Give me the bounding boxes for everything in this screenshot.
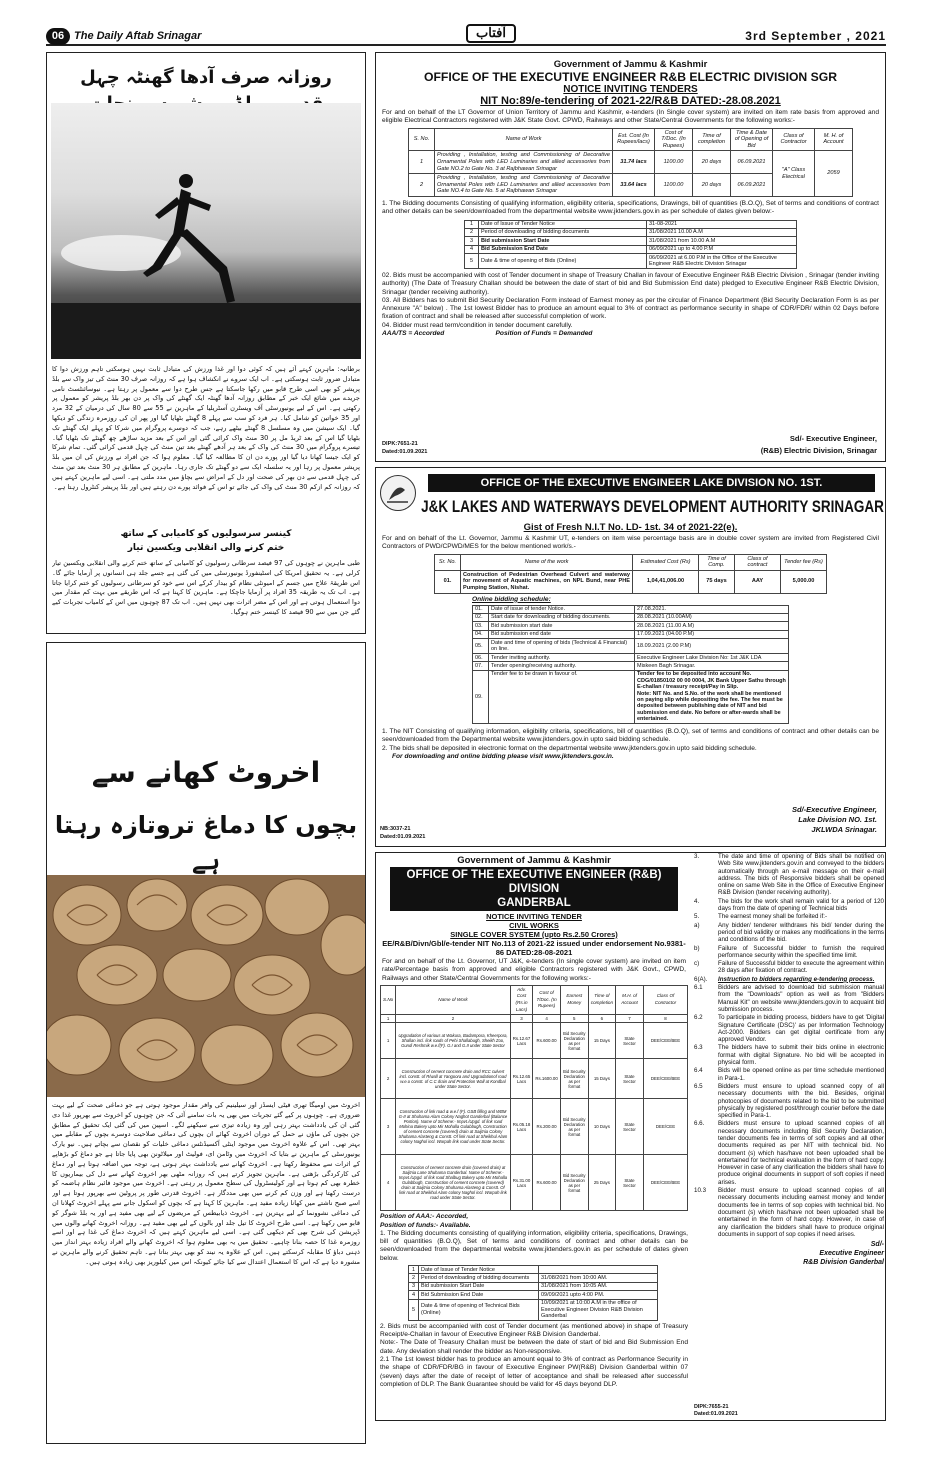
aaa-line — [382, 330, 879, 338]
col-number: 5 — [560, 1015, 588, 1023]
cell-doc: Rs.1600.00 — [533, 1059, 560, 1099]
cell-work: Providing , Installation, testing and Commissioning of Decorative Ornamental Poles with LED Luminaries and allied accessories from Gate NO.2 to Gate No. 3 at Rajbhawan Srinagar — [435, 151, 613, 174]
cell-time: 10 Days — [588, 1099, 615, 1155]
cell: 01. — [473, 605, 489, 613]
signature — [792, 805, 877, 835]
tender-ganderbal — [375, 852, 886, 1421]
col-cost: Adv. Cost (Rs.in Lacs) — [510, 985, 533, 1014]
condition-number: c) — [694, 960, 700, 968]
condition-item — [694, 913, 884, 920]
col-work: Name of Work — [435, 128, 613, 151]
condition-text: Instruction to bidders regarding e-tendering process. — [718, 975, 875, 983]
table-row — [465, 254, 797, 269]
cell: Executive Engineer Lake Division No: 1st J&K LDA — [635, 654, 789, 662]
signature-2: (R&B) Electric Division, Srinagar — [760, 446, 877, 455]
paper-name: The Daily Aftab Srinagar — [74, 30, 202, 42]
cell: 2 — [465, 228, 479, 236]
cell: Period of downloading of bidding documents — [419, 1274, 539, 1282]
cell: Tender fee to be drawn in favour of. — [489, 670, 635, 723]
cover-system: SINGLE COVER SYSTEM (upto Rs.2.50 Crores) — [450, 930, 618, 939]
condition-number: 5. — [694, 913, 700, 921]
cell — [635, 670, 789, 723]
cell-class: DEE/CEE/BEE — [644, 1059, 688, 1099]
cell-mh: State Sector — [616, 1155, 644, 1211]
table-row — [473, 654, 789, 662]
col-time: Time of completion — [693, 128, 731, 151]
fee-text: Tender fee to be deposited into account No. CDG/01850102 00 00 0004, JK Bank Upper Sathu through E-challan / treasury receipt/Pay in Slip. — [637, 671, 786, 691]
col-sno: Sr. No. — [435, 554, 461, 570]
cell: Bid submission end date — [489, 630, 635, 638]
condition-number: a) — [694, 921, 700, 929]
col-doc: Cost of T/Doc. (In Rupees) — [655, 128, 693, 151]
cell-mh: 2059 — [815, 151, 853, 197]
table-row — [473, 639, 789, 654]
condition-text: Failure of Successful bidder to furnish the required performance security within the specified time limit. — [718, 944, 884, 959]
cell: 2 — [409, 1274, 419, 1282]
cell: 09. — [473, 670, 489, 723]
table-row — [465, 237, 797, 245]
table-row — [409, 1266, 658, 1274]
cell: Tender opening/receiving authority. — [489, 662, 635, 670]
cell-sno: 3 — [381, 1099, 396, 1155]
cell-em: Bid Security Declaration as per format — [560, 1023, 588, 1059]
cell-em: Bid Security Declaration as per format — [560, 1155, 588, 1211]
intro-text: For and on behalf of the Lt. Governor, Jammu & Kashmir UT, e-tenders on item wise percentage basis are in double cover system are invited from Registered Civil Contractors of PWD/CPWD/MES for the below mentioned work/s.- — [382, 535, 879, 551]
cell-work: Construction of Pedestrian Overhead Culvert and waterway for movement of Aquatic machines, on NPL Bund, near PHE Pumping Station, Nishat. — [461, 570, 633, 593]
para-1: 1. The Bidding documents Consisting of qualifying information, eligibility criteria, specifications, Drawings, bill of quantities (B.O.Q), Set of terms and conditions of contract and other details can be seen/downloaded from the departmental website www.jktenders.gov.in as per schedule of dates given below:- — [382, 199, 879, 216]
para-2-1: 2.1 The 1st lowest bidder has to produce an amount equal to 3% of contract as Performance Security in the shape of CDR/FDR/BG in favour of Executive Engineer PW(R&B) Division Ganderbal within 07 (seven) days after the date of receipt of letter of acceptance and shall be released after successful completion of DLP. The Bank Guarantee should be valid for 45 days beyond DLP. — [380, 1356, 688, 1388]
cell-sno: 1 — [409, 151, 435, 174]
cell-class: DEE/CEE/BEE — [644, 1023, 688, 1059]
cell-open: 06.09.2021 — [731, 174, 773, 197]
table-row — [381, 1155, 688, 1211]
condition-text: The bidders have to submit their bids online in electronic format with digital Signature. No bid will be accepted in physical form. — [718, 1044, 884, 1067]
col-sno: S. No. — [409, 128, 435, 151]
signature-2: Lake Division NO. 1st. — [798, 815, 877, 824]
note-2: 2. The bids shall be deposited in electronic format on the departmental website www.jktenders.gov.in upto said bidding schedule. — [382, 744, 757, 752]
cell: Miskeen Bagh Srinagar. — [635, 662, 789, 670]
cell: Bid submission Start Date — [479, 237, 647, 245]
col-class: Class of Contractor — [773, 128, 815, 151]
cell-sno: 01. — [435, 570, 461, 593]
cell: 5 — [409, 1299, 419, 1320]
cell: 4 — [465, 245, 479, 253]
cell: 27.08.2021. — [635, 605, 789, 613]
dipk-number: DIPK:7651-21 — [382, 441, 418, 447]
ganderbal-right — [694, 853, 884, 1267]
gist-title: Gist of Fresh N.I.T No. LD- 1st. 34 of 2021-22(e). — [523, 522, 738, 533]
table-row — [473, 605, 789, 613]
condition-text: Bidders must ensure to upload scanned copy of all necessary documents with the bid. Besides, original photocopies of documents related to the bid to be submitted physically by registered post/through courier before the date specified in Para-1. — [718, 1082, 884, 1120]
note-1: 1. The NIT Consisting of qualifying information, eligibility criteria, specifications, bill of quantities (B.O.Q), set of terms and conditions of contract and other details can be seen/downloaded from the Departmental website www.jktenders.gov.in upto said bidding schedule. — [382, 728, 879, 744]
table-row — [473, 670, 789, 723]
signature-3: JKLWDA Srinagar. — [811, 825, 877, 834]
cell: 1 — [409, 1266, 419, 1274]
article-walnut — [46, 642, 366, 1444]
works-table — [408, 128, 853, 197]
cell-work: Construction of cement concrete drain (covered drain) at Saijtnia Lane Shuhama Ganderbal. Name of Scheme:- Impvt./Upgd. of link road Shalbug Bakery upto Mir Mohalla Gulabbugh, Construction of cement concrete (covered) drain at Saijtnia Colony Shuhama Alasteng & Constt. Of link road at Sheikhul Alam colony Naghol incl. Warpah link road under State Sector. — [396, 1155, 511, 1211]
condition-item — [694, 1187, 884, 1238]
col-cost: Est. Cost (In Rupees/lacs) — [613, 128, 655, 151]
col-cost: Estimated Cost (Rs) — [633, 554, 699, 570]
dipk-number: DIPK:7655-21 — [694, 1404, 729, 1410]
table-row — [465, 228, 797, 236]
cell-time: 20 days — [693, 151, 731, 174]
nit-title: NOTICE INVITING TENDERS — [563, 84, 698, 95]
dated: Dated:01.09.2021 — [380, 834, 426, 840]
signature-sd: Sd/- — [870, 1241, 884, 1249]
table-row — [409, 1299, 658, 1320]
cell: Bid submission start date — [489, 622, 635, 630]
cell: 1 — [465, 220, 479, 228]
cell: 3 — [465, 237, 479, 245]
cell — [539, 1266, 658, 1274]
cell-time: 15 Days — [588, 1059, 615, 1099]
cell: Date & time of opening of Bids (Online) — [479, 254, 647, 269]
col-number: 3 — [510, 1015, 533, 1023]
condition-number: 6(A). — [694, 975, 708, 983]
cell-cost: 33.64 lacs — [613, 174, 655, 197]
cell: 31/08/2021 from 10:05 AM. — [539, 1282, 658, 1290]
col-number: 7 — [616, 1015, 644, 1023]
article-body: برطانیہ: ماہرین کہتے آئے ہیں کہ کوئی دوا اور غذا ورزش کی متبادل ثابت نہیں ہوسکتی تاہم ورزش دوا کا متبادل ضرور ثابت ہوسکتی ہے۔ اب ایک سروے نے انکشاف ہوا ہے کہ روزانہ صرف 30 منٹ کی تیز واک سے بلڈ پریشر کو بھی اسی طرح قابو میں رکھا جاسکتا ہے جس طرح دوا سے معمول پر رہتا ہے۔ نیوسائنٹسٹ نامی جریدے میں شائع ایک خبر کے مطابق روزانہ آدھا گھنٹہ ایک گھنٹے کی واک پر دن بھر بلڈ پریشر کو معمول پر رکھتی ہے۔ اس کے لیے یونیورسٹی آف ویسٹرن آسٹریلیا کے ماہرین نے 55 سے 80 سال کی درمیان کے 32 مرد اور 35 خواتین کو شامل کیا۔ ہر فرد کو سب سے پہلے 8 گھنٹے بٹھایا گیا اور پھر ان کی روزمرہ زندگی کو دیکھا گیا۔ ایک سیشن میں وہ مسلسل 8 گھنٹے بیٹھے رہے، جب کہ دوسرے پروگرام میں شرکا کو پہلے ایک گھنٹے تک بٹھایا گیا اس کے بعد ٹریڈ مل پر 30 منٹ واک کرائی گئی اور اس کے بعد مزید ساڑھے چھ گھنٹے تک بٹھایا گیا۔ تیسرے پروگرام میں 30 منٹ کی واک کے بعد ہر آدھے گھنٹے بعد تین منٹ کی چہل قدمی کرائی گئی۔ تمام شرکا کو ایک جیسا کھانا دیا گیا اور پورے دن ان کا مطالعہ کیا گیا۔ معلوم ہوا کہ جن افراد نے ورزش کی ان میں بلڈ پریشر معمول پر رہا اور یہ سلسلہ ایک سے دو گھنٹے تک جاری رہا۔ ماہرین کے مطابق ہر 30 منٹ بعد تین منٹ کی چہل قدمی سے دن بھر کی صحت اور دل کے امراض سے بچاؤ میں مدد ملتی ہے۔ اسی لیے ماہرین کہتے ہیں کہ روزانہ کم ازکم 30 منٹ کی واک کی جائے تو اس کے فوائد پورے دن رہتے ہیں اور بلڈ پریشر کنٹرول رہتا ہے۔ — [52, 365, 360, 491]
schedule-table — [408, 1265, 658, 1321]
para-4: 04. Bidder must read term/condition in tender document carefully. — [382, 321, 573, 329]
col-em: Earnest Money — [560, 985, 588, 1014]
cell: 17.09.2021 (04.00 P.M) — [635, 630, 789, 638]
cell-mh: State Sector — [616, 1023, 644, 1059]
cell-sno: 4 — [381, 1155, 396, 1211]
para-3: 03. All Bidders has to submit Bid Security Declaration Form instead of Earnest money as per the circular of Finance Department (Bid Security Declaration Form is as per Annexure "A" below) . The 1st lowest Bidder has to produce an amount equal to 3% of contract as performance security in shape of CDR/FDR/ within 02 Days before fixation of contract and shall be released after successful completion of work. — [382, 296, 879, 321]
cell: 06. — [473, 654, 489, 662]
table-row — [473, 630, 789, 638]
runner-photo — [51, 103, 361, 359]
cell: 3 — [409, 1282, 419, 1290]
article-headline-1: اخروٹ کھانے سے — [91, 756, 321, 789]
cell-time: 75 days — [699, 570, 735, 593]
table-row — [473, 613, 789, 621]
cell: 07. — [473, 662, 489, 670]
cell-cost: Rs.12.65 Lacs — [510, 1059, 533, 1099]
cell-open: 06.09.2021 — [731, 151, 773, 174]
condition-number: 4. — [694, 897, 700, 905]
note: Note:- The Date of Treasury Challan must be between the date of start of bid and Bid Submission End date. Any deviation shall render the bidder as Non-responsive. — [380, 1339, 688, 1355]
nit-number: NIT No:89/e-tendering of 2021-22/R&B DATED:-28.08.2021 — [480, 95, 781, 107]
tender-rb-electric — [375, 52, 886, 462]
cell: Bid Submission End Date — [479, 245, 647, 253]
cell-cost: 1,04,41,006.00 — [633, 570, 699, 593]
condition-text: Bidder must ensure to upload scanned copies of all necessary documents including earnest money and tender documents fee in terms of sop copies with technical bid. No document (s) which has/have not been uploaded shall be entertained in the form of hard copy. However, in case of any clarification the bidders shall have to produce original documents in support of sop copies if need arises. — [718, 1187, 884, 1238]
authority-title: J&K LAKES AND WATERWAYS DEVELOPMENT AUTHORITY SRINAGAR — [421, 497, 884, 516]
table-row — [465, 245, 797, 253]
col-time: Time of completion — [588, 985, 615, 1014]
office-banner-line-1: OFFICE OF THE EXECUTIVE ENGINEER (R&B) DIVISION — [406, 869, 662, 895]
condition-item — [694, 984, 884, 1013]
cell-time: 20 days — [693, 174, 731, 197]
gov-title: Government of Jammu & Kashmir — [457, 855, 611, 866]
aaa-status: AAA/TS = Accorded — [382, 330, 445, 338]
condition-text: The earnest money shall be forfeited if:- — [718, 913, 828, 921]
col-work: Name of the work — [461, 554, 633, 570]
table-row — [381, 1059, 688, 1099]
funds-status: Position of Funds = Demanded — [495, 330, 593, 338]
para-2: 2. Bids must be accompanied with cost of Tender document (as mentioned above) in shape of Treasury Receipt/e-Challan in favour of Executive Engineer R&B Division Ganderbal. — [380, 1322, 688, 1339]
col-mh: M.H. of Account — [616, 985, 644, 1014]
col-mh: M. H. of Account — [815, 128, 853, 151]
aaa-status: Position of AAA:- Accorded, — [380, 1213, 469, 1221]
condition-number: 6.3 — [694, 1044, 703, 1052]
cell: 31-08-2021 — [647, 220, 797, 228]
page-number: 06 — [46, 28, 70, 45]
article-headline-2: بچوں کا دماغ تروتازہ رہتا ہے — [54, 811, 358, 875]
condition-item — [694, 945, 884, 960]
table-row — [473, 622, 789, 630]
cell: 05. — [473, 639, 489, 654]
cell-sno: 2 — [381, 1059, 396, 1099]
cell: 4 — [409, 1291, 419, 1299]
cell: 02. — [473, 613, 489, 621]
lda-logo-icon — [380, 475, 416, 511]
office-banner — [390, 867, 678, 911]
cell-class: DEE/CEE/BEE — [644, 1155, 688, 1211]
para-2: 02. Bids must be accompanied with cost of Tender document in shape of Treasury Challan in favour of Executive Engineer R&B Electric Division , Srinagar (tender inviting authority) (The Date of Treasury Challan should be between the date of start of bid and Bid Submission End date) pledged to Executive Engineer R&B Electric Division, Srinagar (tender receiving authority). — [382, 271, 879, 296]
condition-text: The bids for the work shall remain valid for a period of 120 days from the date of opening of Technical bids — [718, 897, 884, 913]
cell-cost: Rs.12.67 Lacs — [510, 1023, 533, 1059]
condition-number: 6.6. — [694, 1120, 705, 1128]
cell: 31/08/2021 10.00 A.M — [647, 228, 797, 236]
condition-text: To participate in bidding process, bidders have to get 'Digital Signature Certificate (DSC)' as per Information Technology Act-2000. Bidders can get digital certificate from any approved Vendor. — [718, 1014, 884, 1044]
cell-sno: 2 — [409, 174, 435, 197]
condition-item — [694, 1120, 884, 1186]
col-class: Class of contract — [735, 554, 781, 570]
article-body: اخروٹ میں اومیگا تھری فیٹی ایسڈز اور سیلینیم کی وافر مقدار موجود ہوتی ہے جو دماغی صحت کے لیے بہت ضروری ہے۔ چوہوں پر کیے گئے تجربات میں بھی یہ بات سامنے آئی کہ جن چوہوں کو اخروٹ سے بھرپور غذا دی گئی ان کی یادداشت بہتر رہی اور وہ زیادہ تیزی سے سیکھنے لگے۔ اسپین میں کی گئی ایک تحقیق کے مطابق جن بچوں کی ماؤں نے حمل کے دوران اخروٹ کھائے ان بچوں کی دماغی صلاحیت دوسرے بچوں کے مقابلے میں بہتر تھی۔ اس کے علاوہ اخروٹ میں موجود اینٹی آکسیڈنٹس دماغی خلیات کو نقصان سے بچاتے ہیں۔ نیو یارک یونیورسٹی کے ماہرین نے بتایا کہ اخروٹ میں وٹامن ای، فولیٹ اور میلاٹونن بھی پایا جاتا ہے جو دماغ کو بڑھاپے کے اثرات سے محفوظ رکھتا ہے۔ اخروٹ کھانے سے یادداشت بہتر ہوتی ہے، توجہ میں اضافہ ہوتا ہے اور دماغ کی کارکردگی بڑھتی ہے۔ ماہرین تجویز کرتے ہیں کہ روزانہ مٹھی بھر اخروٹ کھانے سے دل کی بیماریوں کا خطرہ بھی کم ہوتا ہے اور کولیسٹرول کی سطح معمول پر رہتی ہے۔ اخروٹ میں موجود فائبر نظام ہاضمہ کو درست رکھتا ہے اور وزن کم کرنے میں بھی مددگار ہے۔ اخروٹ قدرتی طور پر پروٹین سے بھرپور ہوتا ہے اور اسے صبح ناشتے میں کھانا زیادہ مفید ہے۔ ماہرین کا کہنا ہے کہ بچوں کو اسکول جانے سے پہلے اخروٹ کھلانا ان کی دماغی نشوونما کے لیے بہترین ہے۔ اخروٹ ذیابیطس کے مریضوں کے لیے بھی مفید ہے اور یہ بلڈ شوگر کو قابو میں رکھتا ہے۔ اسی طرح اخروٹ کا تیل جلد اور بالوں کے لیے بھی مفید ہے۔ روزانہ اخروٹ کھانے والوں میں ڈپریشن کی شرح بھی کم دیکھی گئی ہے۔ اسی لیے ماہرین کہتے ہیں کہ اخروٹ دماغ کی غذا ہے اور اسے روزمرہ غذا کا حصہ بنانا چاہیے۔ تحقیق میں یہ بھی معلوم ہوا کہ اخروٹ کھانے والے افراد زیادہ بہتر انداز میں ذہنی دباؤ کا مقابلہ کرسکتے ہیں۔ اس کے علاوہ یہ نیند کو بھی بہتر بناتا ہے۔ تاہم تحقیق کرنے والے ماہرین نے مشورہ دیا ہے کہ اس کا استعمال اعتدال سے کیا جائے کیونکہ اس میں کیلوریز بھی زیادہ ہوتی ہیں۔ — [52, 1101, 360, 1266]
col-open: Time & Date of Opening of Bid — [731, 128, 773, 151]
condition-item — [694, 1044, 884, 1066]
cell: 28.08.2021 (11.00 A.M) — [635, 622, 789, 630]
ganderbal-left — [380, 855, 688, 1389]
condition-number: 6.2 — [694, 1014, 703, 1022]
signature-1: Sd/-Executive Engineer, — [791, 805, 877, 814]
schedule-table — [464, 220, 797, 269]
col-work: Name of Work — [396, 985, 511, 1014]
cell-cost: 31.74 lacs — [613, 151, 655, 174]
condition-number: b) — [694, 944, 700, 952]
para-1: 1. The Bidding documents consisting of qualifying information, eligibility criteria, specifications, Drawings, bill of quantities (B.O.Q), Set of terms and conditions of contract and other details can be seen/downloaded from the departmental website www.jktenders.gov.in as per schedule of dates given below. — [380, 1229, 688, 1262]
col-time: Time of Comp. — [699, 554, 735, 570]
cell-doc: Rs.600.00 — [533, 1155, 560, 1211]
condition-item — [694, 976, 884, 983]
table-row — [435, 570, 827, 593]
condition-item — [694, 960, 884, 975]
table-row — [381, 1099, 688, 1155]
nb-number: NB:3037-21 — [380, 826, 411, 832]
cell: 5 — [465, 254, 479, 269]
condition-number: 3. — [694, 853, 700, 860]
col-fee: Tender fee (Rs) — [781, 554, 827, 570]
page-header — [46, 25, 886, 46]
cell-doc: 1100.00 — [655, 174, 693, 197]
tender-lakes — [375, 467, 886, 847]
col-number: 4 — [533, 1015, 560, 1023]
office-title: OFFICE OF THE EXECUTIVE ENGINEER R&B ELECTRIC DIVISION SGR — [423, 70, 838, 84]
subhead-1: کینسر سرسولیوں کو کامیابی کے ساتھ — [120, 529, 292, 539]
col-number: 6 — [588, 1015, 615, 1023]
schedule-table — [472, 605, 789, 725]
table-row — [409, 151, 853, 174]
article-body-2: طبی ماہرین نے چوہوں کی 97 فیصد سرطانی رسولیوں کو کامیابی کے ساتھ ختم کرنے والی انقلابی ویکسین تیار کرلی ہے۔ یہ تحقیق امریکا کی اسٹینفورڈ یونیورسٹی میں کی گئی ہے جسے جلد ہی انسانوں پر آزمایا جائے گا۔ اس طریقۂ علاج میں جسم کے امیونٹی نظام کو بیدار کرکے اس سے خود کو سرطانی رسولیوں کو ختم کرایا جاتا ہے۔ اب تک یہ طریقہ 35 افراد پر آزمایا جاچکا ہے۔ ماہرین کا کہنا ہے کہ اس طریقے میں بہت کم مقدار میں دوا استعمال ہوتی ہے اور اس کے مضر اثرات بھی نہیں ہیں۔ اب تک 87 چوہوں میں اس کے کامیاب تجربات کیے گئے جن میں سے 90 فیصد کا کینسر ختم ہوگیا۔ — [52, 559, 360, 616]
cell: 28.08.2021 (10.00AM) — [635, 613, 789, 621]
col-number: 2 — [396, 1015, 511, 1023]
cell-class: "A" Class Electrical — [773, 151, 815, 197]
cell: 03. — [473, 622, 489, 630]
cell: 18.09.2021 (2.00 P.M) — [635, 639, 789, 654]
cell-sno: 1 — [381, 1023, 396, 1059]
works-table — [380, 985, 688, 1211]
condition-number: 6.4 — [694, 1067, 703, 1075]
cell: Bid Submission End Date — [419, 1291, 539, 1299]
cell: Date & time of opening of Technical Bids (Online) — [419, 1299, 539, 1320]
condition-item — [694, 1083, 884, 1119]
cell-class: DEE/CEE — [644, 1099, 688, 1155]
fee-note: Note: NIT No. and S.No. of the work shall be mentioned on paying slip while depositing the fee. The fee must be deposited between publishing date of NIT and bid submission end date. No before or after-wards shall be entertained. — [637, 690, 783, 723]
table-row — [381, 1023, 688, 1059]
cell-time: 25 Days — [588, 1155, 615, 1211]
cell-cost: Rs.05.18 Lacs — [510, 1099, 533, 1155]
col-number: 8 — [644, 1015, 688, 1023]
cell: Tender inviting authority. — [489, 654, 635, 662]
cell: Period of downloading of bidding documents — [479, 228, 647, 236]
table-row — [465, 220, 797, 228]
table-row — [409, 1274, 658, 1282]
condition-item — [694, 1014, 884, 1043]
office-banner: OFFICE OF THE EXECUTIVE ENGINEER LAKE DIVISION NO. 1ST. — [428, 474, 875, 492]
condition-text: Failure of Successful bidder to execute the agreement within 28 days after fixation of contract. — [718, 960, 884, 975]
table-row — [409, 1282, 658, 1290]
col-class: Class Of Contractor — [644, 985, 688, 1014]
cell-time: 15 Days — [588, 1023, 615, 1059]
cell-doc: Rs.600.00 — [533, 1023, 560, 1059]
cell-work: Upgradation of various at Wakura, Badampora, Kheerpora, Shallan incl. link roads of Pehi Shallabugh, Sheikh Zoo, Gundi Reshmik w.e.f(F). G.I and G.II under State Sector — [396, 1023, 511, 1059]
walnut-photo — [47, 875, 365, 1097]
cell-mh: State Sector — [616, 1099, 644, 1155]
intro-text: For and on behalf of the Lt. Governor, UT J&K, e-tenders (In single cover system) are invited on item rate/Percentage basis from approved and eligible Contractors registered with J&K Govt., CPWD, Railways and other State/Central Governments for the following works:- — [382, 958, 686, 982]
cell-doc: Rs.200.00 — [533, 1099, 560, 1155]
cell-em: Bid Security Declaration as per format — [560, 1099, 588, 1155]
cell-cost: Rs.31.00 Lacs — [510, 1155, 533, 1211]
civil-works: CIVIL WORKS — [509, 921, 559, 930]
nit-number: EE/R&B/Divn/Gbl/e-tender NIT No.113 of 2021-22 issued under endorsement No.9381-86 DATED:28-08-2021 — [382, 939, 686, 957]
dated: Dated:01.09.2021 — [382, 449, 428, 455]
cell: Date of issue of tender Notice. — [489, 605, 635, 613]
cell: Start date for downloading of bidding documents. — [489, 613, 635, 621]
conditions-list — [694, 853, 884, 1238]
online-schedule-title: Online bidding schedule: — [472, 595, 551, 603]
table-row — [473, 662, 789, 670]
signature — [694, 1240, 884, 1267]
condition-item — [694, 853, 884, 897]
works-table — [434, 554, 827, 594]
cell-fee: 5,000.00 — [781, 570, 827, 593]
signature-1: Sd/- Executive Engineer, — [789, 434, 877, 443]
issue-date: 3rd September , 2021 — [745, 29, 886, 43]
article-headline: روزانہ صرف آدھا گھنٹہ چہل — [53, 65, 359, 122]
condition-text: Any bidder/ tenderer withdraws his bid/ tender during the period of bid validity or makes any modifications in the terms and conditions of the bid. — [718, 921, 884, 944]
cell: Date and time of opening of bids (Technical & Financial) on line. — [489, 639, 635, 654]
col-doc: Cost of T/Doc. (In Rupees) — [533, 985, 560, 1014]
cell: 06/09/2021 up to 4.00 P.M — [647, 245, 797, 253]
table-row — [409, 1291, 658, 1299]
condition-item — [694, 1067, 884, 1082]
cell: 06/09/2021 at 6.00 P.M in the Office of the Executive Engineer R&B Electric Division Srinagar — [647, 254, 797, 269]
cell: 09/09/2021 upto 4:00 PM. — [539, 1291, 658, 1299]
col-number: 1 — [381, 1015, 396, 1023]
signature-2: R&B Division Ganderbal — [803, 1259, 884, 1267]
cell-mh: State Sector — [616, 1059, 644, 1099]
condition-text: The date and time of opening of Bids shall be notified on Web Site www.jktenders.gov.in and conveyed to the bidders automatically through an e-mail message on their e-mail address. The bids of Responsive bidders shall be opened online on same Web Site in the Office of Executive Engineer R&B Division (tender receiving authority). — [718, 853, 884, 897]
condition-number: 6.1 — [694, 984, 703, 992]
cell: 31/08/2021 from 10:00 AM. — [539, 1274, 658, 1282]
cell: Date of Issue of Tender Notice — [479, 220, 647, 228]
cell-doc: 1100.00 — [655, 151, 693, 174]
cell-class: AAY — [735, 570, 781, 593]
office-banner-line-2: GANDERBAL — [497, 897, 571, 909]
funds-status: Position of funds:- Available. — [380, 1221, 471, 1229]
condition-text: Bidders must ensure to upload scanned copies of all necessary documents including Bid Security Declaration, tender documents fee in terms of soft copies and all other documents required as per NIT with technical bid. No document (s) which has/have not been uploaded shall be entertained for technical evaluation in the form of hard copy. However in case of any clarification the bidders shall have to produce original documents in support of soft copies if need arises. — [718, 1120, 884, 1186]
gov-title: Government of Jammu & Kashmir — [553, 59, 708, 70]
condition-number: 10.3 — [694, 1187, 707, 1195]
nit-title: NOTICE INVITING TENDER — [486, 912, 582, 921]
subhead-2: ختم کرنے والی انقلابی ویکسین تیار — [127, 543, 285, 553]
cell: 10/09/2021 at 10:00 A.M in the office of Executive Engineer Division R&B Division Ganderbal — [539, 1299, 658, 1320]
condition-text: Bidders are advised to download bid submission manual from the "Downloads" option as well as from "Bidders Manual Kit" on website www.jktenders.gov.in to acquaint bid submission process. — [718, 984, 884, 1013]
condition-item — [694, 922, 884, 944]
cell-work: Construction of link road & w.e.f (F). GSB filling and WBM G-II at Shuhama Alam Colony Naghot Ganderbal (Balance Portion). Name of Scheme:- Impvt./Upgd. of link road Mohina Bakery upto Mir Mohalla Gulabbugh, Construction of cement concrete (covered) drain at Saijtnia Colony Shuhama Alasteng & Constt. Of link road at Sheikhul Alam colony Naghol incl. Warpah link road under State Sector. — [396, 1099, 511, 1155]
condition-text: Bids will be opened online as per time schedule mentioned in Para-1. — [718, 1067, 884, 1082]
cell: 31/08/2021 from 10.00 A.M — [647, 237, 797, 245]
cell-work: Providing , Installation, testing and Commissioning of Decorative Ornamental Poles with LED Luminaries and allied accessories from Gate NO.4 to Gate No. 5 at Rajbhawan Srinagar — [435, 174, 613, 197]
intro-text: For and on behalf of the LT Governor of Union Territory of Jammu and Kashmir, e-tenders (In Single cover system) are invited on item rate basis from approved and eligible Electrical Contractors registered with J&K State Govt. CPWD, Railways and other State/Central Governments for the following works:- — [382, 109, 879, 125]
paper-logo: آفتاب — [466, 24, 516, 43]
signature-1: Executive Engineer — [819, 1250, 884, 1258]
article-walking — [46, 52, 366, 634]
note-3: For downloading and online bidding please visit www.jktenders.gov.in. — [392, 752, 614, 760]
dated: Dated:01.09.2021 — [694, 1411, 738, 1417]
cell-work: Construction of cement concrete drain and RCC culvert incl. constt. of R/wall at Yangoora and Upgradationof road w.e.o constt. of C.C drain and Protection Wall at Kondbal under State Sector. — [396, 1059, 511, 1099]
cell: Bid submission Start Date — [419, 1282, 539, 1290]
cell: Date of Issue of Tender Notice — [419, 1266, 539, 1274]
cell: 04. — [473, 630, 489, 638]
cell-em: Bid Security Declaration as per format — [560, 1059, 588, 1099]
col-sno: S.No — [381, 985, 396, 1014]
condition-number: 6.5 — [694, 1082, 703, 1090]
condition-item — [694, 898, 884, 913]
